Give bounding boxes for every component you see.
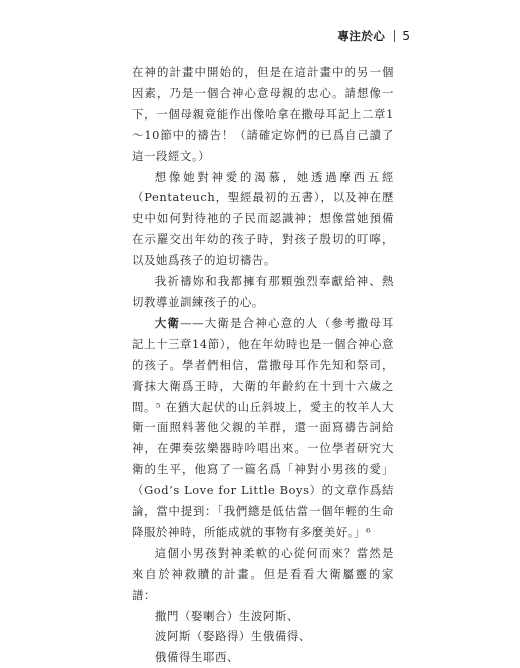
paragraph-lead-david: 大衛 (154, 315, 181, 330)
paragraph-text: ——大衛是合神心意的人（參考撒母耳記上十三章14節），他在年幼時也是一個合神心意的孩子。學者們相信，當撒母耳作先知和祭司，膏抹大衛爲王時，大衛的年齡約在十到十六歲之間。⁵ 在猶大起伏的山丘斜坡上，愛主的牧羊人大衛一面照料著他父親的羊群，還一面寫禱告詞給神，在彈奏弦樂器時吟唱出來。一位學者研究大衛的生平，他寫了一篇名爲「神對小男孩的愛」（God’s Love for Little Boys）的文章作爲結論，當中提到：「我們總是低估當一個年輕的生命降服於神時，所能成就的事物有多麼美好。」⁶ (132, 315, 395, 539)
paragraph-genealogy-intro (132, 543, 394, 606)
genealogy-line: 撒門（娶喇合）生波阿斯、 (155, 608, 299, 623)
paragraph-prayer (132, 271, 394, 313)
page-number: 5 (402, 29, 410, 43)
section-title: 專注於心 (337, 29, 386, 43)
running-header (337, 28, 410, 44)
genealogy-line: 俄備得生耶西、 (155, 650, 239, 665)
paragraph-imagine (132, 167, 394, 272)
paragraph-text: 這個小男孩對神柔軟的心從何而來？當然是來自於神救贖的計畫。但是看看大衛屬靈的家譜： (132, 545, 394, 602)
paragraph-continued (132, 62, 394, 167)
header-divider (394, 30, 395, 42)
paragraph-text: 我祈禱妳和我都擁有那顆強烈奉獻給神、熱切教導並訓練孩子的心。 (132, 274, 394, 309)
paragraph-david (132, 313, 394, 543)
paragraph-text: 在神的計畫中開始的，但是在這計畫中的另一個因素，乃是一個合神心意母親的忠心。請想像一下，一個母親竟能作出像哈拿在撒母耳記上二章1～10節中的禱告！（請確定妳們的已爲自己讀了這一段經文。） (132, 65, 394, 163)
genealogy-line: 波阿斯（娶路得）生俄備得、 (155, 629, 311, 644)
paragraph-text: 想像她對神愛的渴慕，她透過摩西五經（Pentateuch，聖經最初的五書），以及神在歷史中如何對待祂的子民而認識神；想像當她預備在示羅交出年幼的孩子時，對孩子殷切的叮嚀，以及她爲孩子的迫切禱告。 (132, 169, 394, 268)
body-text (132, 62, 394, 668)
